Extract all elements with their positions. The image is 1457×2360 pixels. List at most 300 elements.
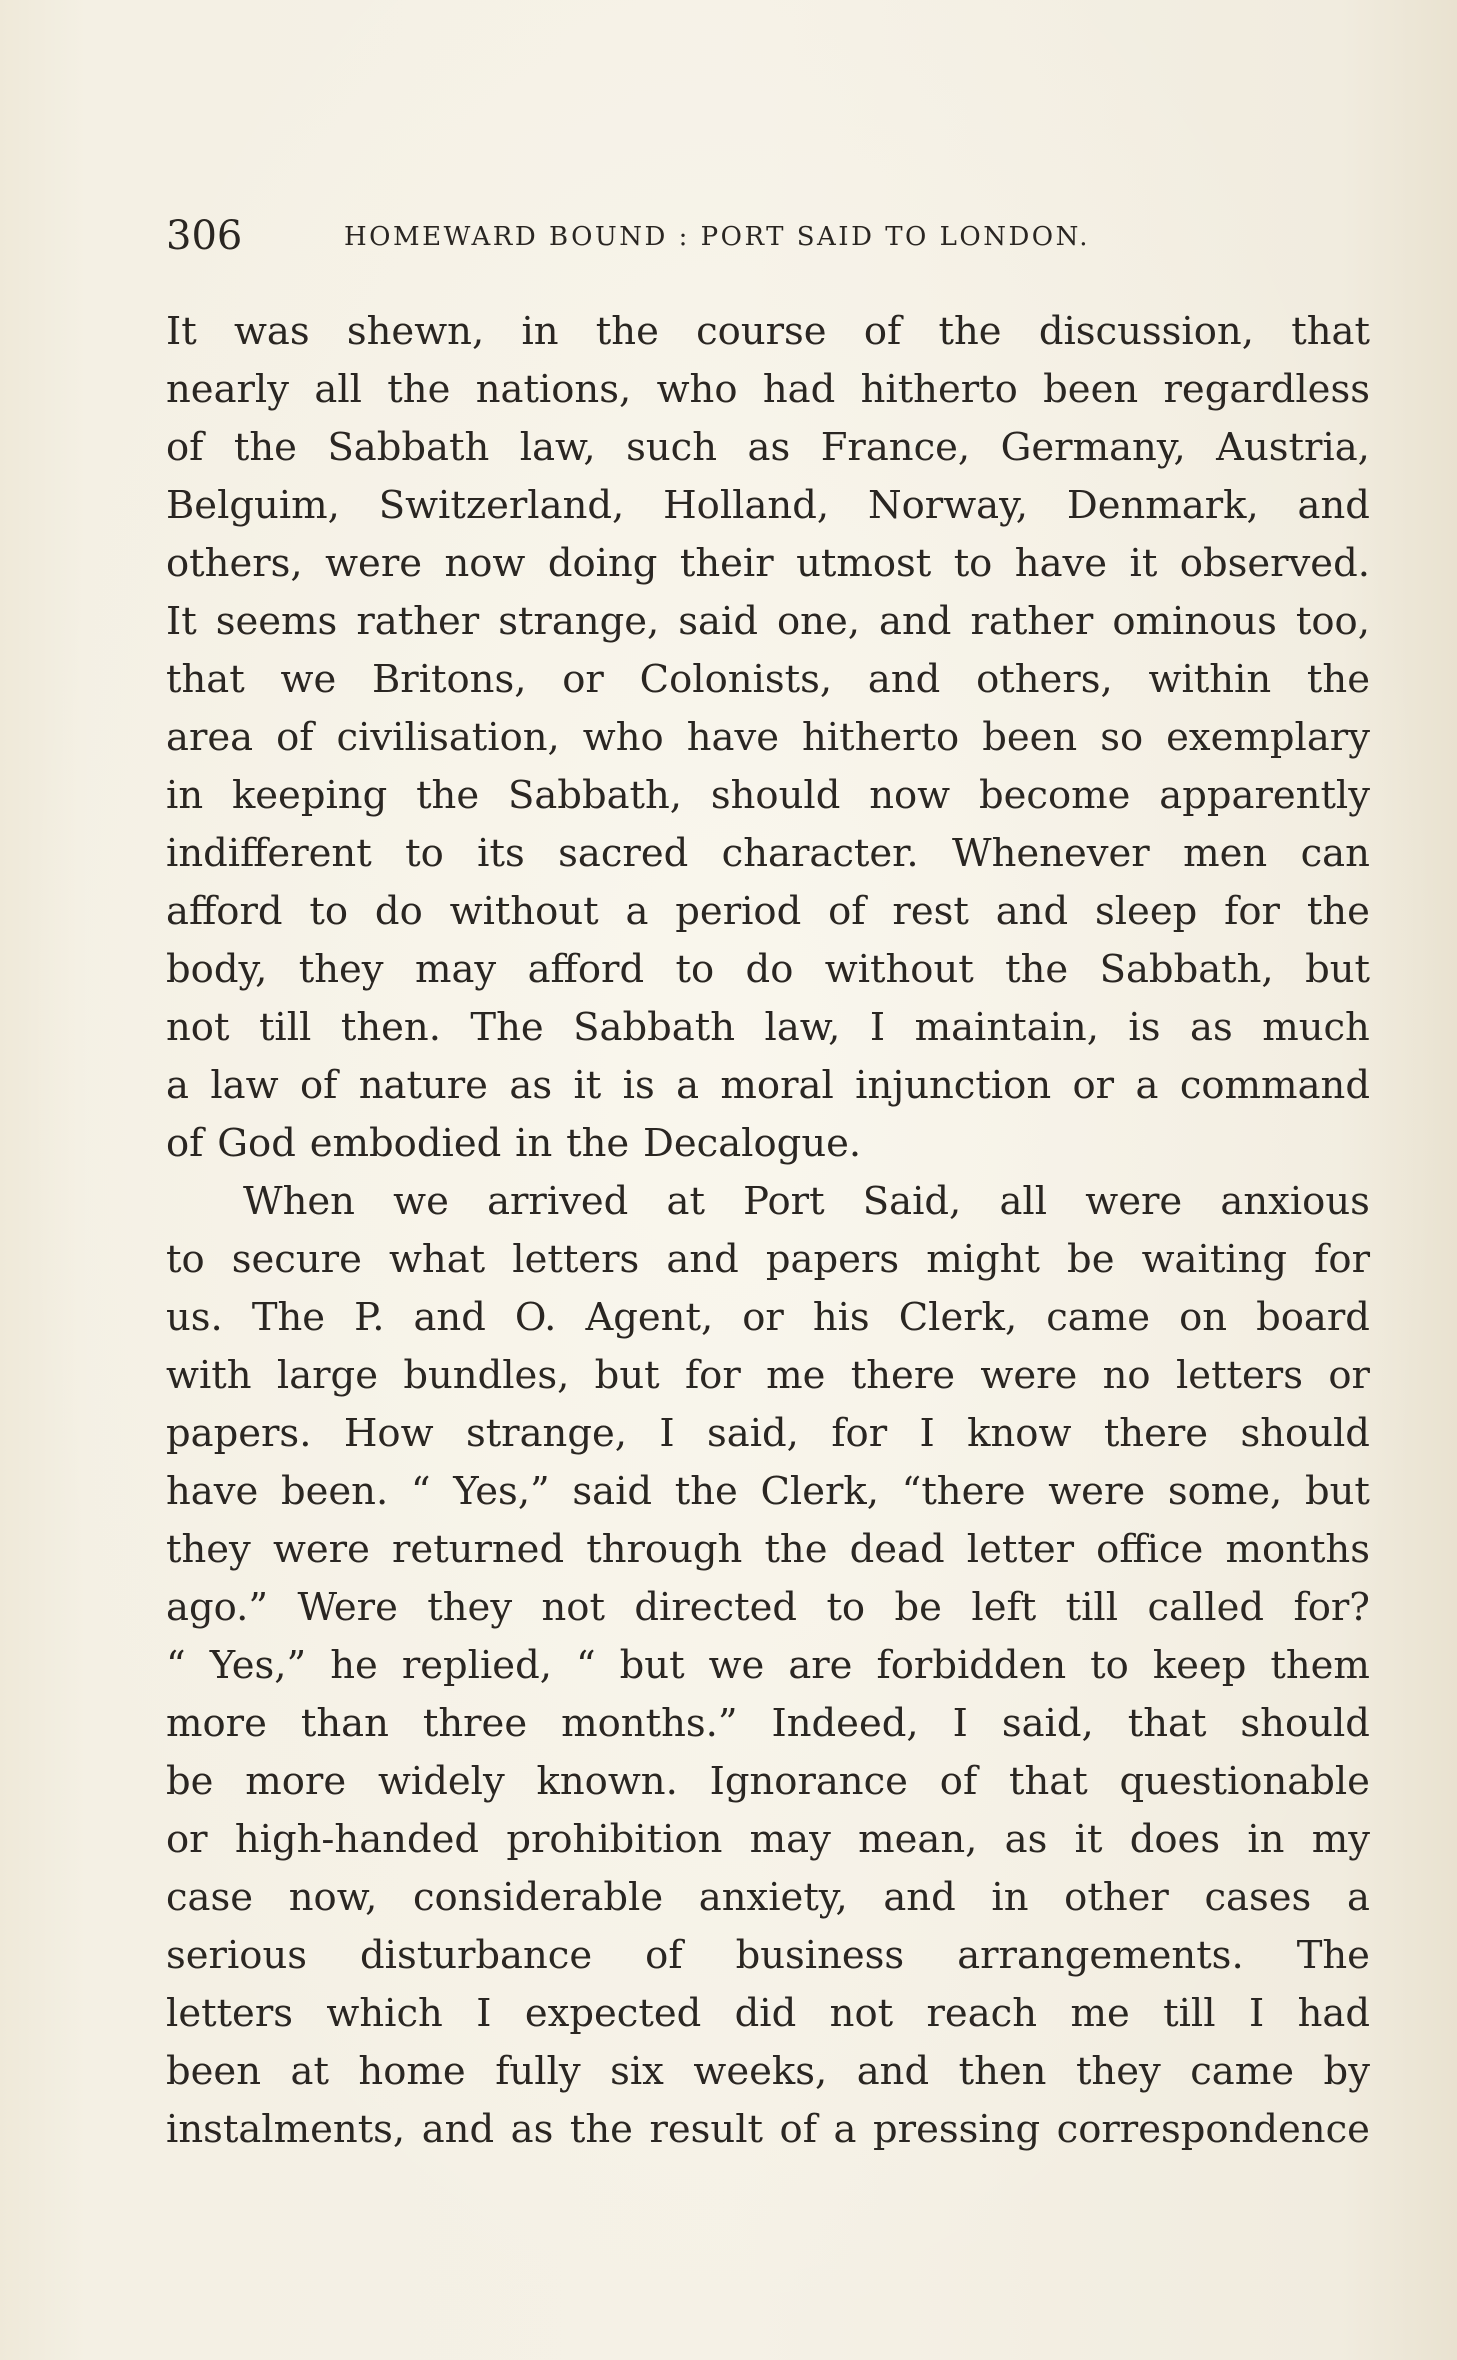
word: a bbox=[1135, 1063, 1159, 1108]
word: body, bbox=[166, 947, 268, 992]
text-line bbox=[166, 709, 1370, 767]
word: Austria, bbox=[1216, 425, 1370, 470]
word: home bbox=[358, 2049, 466, 2094]
word: the bbox=[569, 2107, 633, 2152]
word: their bbox=[679, 541, 774, 586]
word: Sabbath, bbox=[1099, 947, 1274, 992]
word: it bbox=[573, 1063, 602, 1108]
word: returned bbox=[392, 1527, 565, 1572]
word: nations, bbox=[475, 367, 632, 412]
word: Were bbox=[297, 1585, 398, 1630]
word: it bbox=[1074, 1817, 1103, 1862]
word: left bbox=[971, 1585, 1037, 1630]
word: called bbox=[1147, 1585, 1265, 1630]
word: the bbox=[233, 425, 297, 470]
word: character. bbox=[721, 831, 919, 876]
word: the bbox=[1005, 947, 1069, 992]
word: Yes,” bbox=[453, 1469, 550, 1514]
word: and bbox=[883, 1875, 956, 1920]
text-line bbox=[166, 1057, 1370, 1115]
word: for bbox=[1224, 889, 1280, 934]
word: keep bbox=[1152, 1643, 1247, 1688]
word: all bbox=[314, 367, 362, 412]
text-line bbox=[166, 883, 1370, 941]
word: Whenever bbox=[952, 831, 1150, 876]
word: have bbox=[166, 1469, 259, 1514]
word: and bbox=[413, 1295, 486, 1340]
word: and bbox=[666, 1237, 739, 1282]
word: such bbox=[626, 425, 718, 470]
word: expected bbox=[524, 1991, 702, 2036]
text-line bbox=[166, 303, 1370, 361]
word: as bbox=[1189, 1005, 1233, 1050]
word: of bbox=[939, 1759, 978, 1804]
word: I bbox=[1248, 1991, 1265, 2036]
word: apparently bbox=[1159, 773, 1370, 818]
word: said bbox=[678, 599, 758, 644]
word: in bbox=[166, 773, 204, 818]
word: may bbox=[414, 947, 497, 992]
word: afford bbox=[166, 889, 283, 934]
word: did bbox=[734, 1991, 797, 2036]
word: and bbox=[995, 889, 1069, 934]
word: become bbox=[978, 773, 1131, 818]
text-line bbox=[166, 825, 1370, 883]
word: Sabbath bbox=[327, 425, 490, 470]
word: at bbox=[290, 2049, 329, 2094]
word: as bbox=[1004, 1817, 1048, 1862]
word: Yes,” bbox=[209, 1643, 307, 1688]
word: the bbox=[938, 309, 1002, 354]
word: we bbox=[393, 1179, 449, 1224]
word: the bbox=[1306, 657, 1370, 702]
word: instalments, bbox=[166, 2107, 406, 2152]
word: that bbox=[1127, 1701, 1207, 1746]
text-line bbox=[166, 1521, 1370, 1579]
word: of bbox=[828, 889, 866, 934]
word: for? bbox=[1293, 1585, 1370, 1630]
word: in bbox=[521, 309, 559, 354]
word: keeping bbox=[231, 773, 388, 818]
text-line bbox=[166, 767, 1370, 825]
word: no bbox=[1102, 1353, 1151, 1398]
word: known. bbox=[536, 1759, 678, 1804]
word: who bbox=[582, 715, 664, 760]
word: area bbox=[166, 715, 254, 760]
word: does bbox=[1129, 1817, 1221, 1862]
text-line bbox=[166, 1347, 1370, 1405]
word: us. bbox=[166, 1295, 223, 1340]
word: result bbox=[649, 2107, 764, 2152]
word: injunction bbox=[855, 1063, 1052, 1108]
word: discussion, bbox=[1038, 309, 1254, 354]
text-line bbox=[166, 477, 1370, 535]
word: now bbox=[444, 541, 526, 586]
word: afford bbox=[527, 947, 645, 992]
word: have bbox=[686, 715, 779, 760]
word: much bbox=[1262, 1005, 1370, 1050]
word: of bbox=[779, 2107, 817, 2152]
word: of bbox=[299, 1063, 338, 1108]
text-line bbox=[166, 1927, 1370, 1985]
word: shewn, bbox=[346, 309, 485, 354]
text-line bbox=[166, 1115, 1370, 1173]
word: we bbox=[280, 657, 337, 702]
word: regardless bbox=[1163, 367, 1370, 412]
word: to bbox=[675, 947, 715, 992]
word: be bbox=[1067, 1237, 1115, 1282]
word: that bbox=[166, 657, 245, 702]
word: for bbox=[684, 1353, 741, 1398]
word: hitherto bbox=[801, 715, 960, 760]
word: Decalogue. bbox=[643, 1121, 862, 1166]
word: by bbox=[1323, 2049, 1370, 2094]
word: and bbox=[867, 657, 941, 702]
word: been bbox=[982, 715, 1078, 760]
word: they bbox=[166, 1527, 251, 1572]
word: said, bbox=[707, 1411, 799, 1456]
word: do bbox=[745, 947, 794, 992]
word: Holland, bbox=[663, 483, 830, 528]
word: law, bbox=[764, 1005, 841, 1050]
text-line bbox=[166, 2101, 1370, 2159]
word: months.” bbox=[561, 1701, 738, 1746]
word: letters bbox=[1175, 1353, 1303, 1398]
word: not bbox=[829, 1991, 894, 2036]
word: exemplary bbox=[1166, 715, 1370, 760]
word: seems bbox=[215, 599, 338, 644]
word: were bbox=[272, 1527, 370, 1572]
word: the bbox=[595, 309, 659, 354]
word: for bbox=[831, 1411, 888, 1456]
word: papers. bbox=[166, 1411, 312, 1456]
word: said bbox=[572, 1469, 653, 1514]
word: disturbance bbox=[360, 1933, 593, 1978]
word: in bbox=[991, 1875, 1029, 1920]
word: can bbox=[1300, 831, 1370, 876]
word: with bbox=[166, 1353, 252, 1398]
text-line bbox=[166, 419, 1370, 477]
word: Britons, bbox=[372, 657, 527, 702]
word: office bbox=[1096, 1527, 1204, 1572]
word: which bbox=[326, 1991, 443, 2036]
word: letters bbox=[512, 1237, 640, 1282]
word: or bbox=[562, 657, 604, 702]
word: others, bbox=[976, 657, 1113, 702]
word: arrangements. bbox=[957, 1933, 1244, 1978]
running-head bbox=[166, 208, 1370, 264]
word: the bbox=[387, 367, 451, 412]
word: of bbox=[863, 309, 902, 354]
word: “ bbox=[410, 1469, 431, 1514]
word: others, bbox=[166, 541, 303, 586]
word: anxious bbox=[1220, 1179, 1370, 1224]
word: its bbox=[477, 831, 525, 876]
word: men bbox=[1183, 831, 1268, 876]
word: a bbox=[1346, 1875, 1370, 1920]
word: large bbox=[276, 1353, 378, 1398]
word: a bbox=[833, 2107, 857, 2152]
word: Ignorance bbox=[709, 1759, 908, 1804]
word: and bbox=[856, 2049, 930, 2094]
word: as bbox=[510, 2107, 554, 2152]
word: rather bbox=[356, 599, 480, 644]
page-number: 306 bbox=[166, 213, 243, 259]
word: ominous bbox=[1112, 599, 1277, 644]
word: of bbox=[276, 715, 314, 760]
word: but bbox=[1305, 947, 1370, 992]
word: were bbox=[1048, 1469, 1146, 1514]
word: sacred bbox=[558, 831, 689, 876]
word: Clerk, bbox=[898, 1295, 1018, 1340]
word: came bbox=[1046, 1295, 1151, 1340]
word: law bbox=[210, 1063, 279, 1108]
word: Port bbox=[743, 1179, 825, 1224]
word: It bbox=[166, 309, 197, 354]
word: to bbox=[826, 1585, 866, 1630]
word: reach bbox=[926, 1991, 1038, 2036]
word: been bbox=[166, 2049, 262, 2094]
word: not bbox=[541, 1585, 605, 1630]
word: letter bbox=[966, 1527, 1075, 1572]
text-line bbox=[166, 593, 1370, 651]
word: weeks, bbox=[693, 2049, 828, 2094]
word: sleep bbox=[1094, 889, 1198, 934]
text-line bbox=[166, 1753, 1370, 1811]
word: rest bbox=[892, 889, 969, 934]
word: we bbox=[708, 1643, 765, 1688]
text-line bbox=[166, 1695, 1370, 1753]
word: were bbox=[1085, 1179, 1183, 1224]
word: mean, bbox=[858, 1817, 978, 1862]
word: a bbox=[166, 1063, 189, 1108]
word: the bbox=[1306, 889, 1370, 934]
word: bundles, bbox=[403, 1353, 570, 1398]
word: It bbox=[166, 599, 197, 644]
word: is bbox=[1128, 1005, 1161, 1050]
text-line bbox=[166, 1811, 1370, 1869]
word: or bbox=[166, 1817, 208, 1862]
text-line bbox=[166, 1173, 1370, 1231]
word: maintain, bbox=[914, 1005, 1099, 1050]
word: in bbox=[1247, 1817, 1285, 1862]
word: considerable bbox=[412, 1875, 664, 1920]
word: civilisation, bbox=[336, 715, 560, 760]
word: business bbox=[735, 1933, 905, 1978]
word: till bbox=[258, 1005, 312, 1050]
text-line bbox=[166, 361, 1370, 419]
word: of bbox=[645, 1933, 683, 1978]
word: rather bbox=[970, 599, 1094, 644]
word: When bbox=[243, 1179, 355, 1224]
word: Sabbath bbox=[573, 1005, 736, 1050]
word: them bbox=[1270, 1643, 1370, 1688]
text-line bbox=[166, 2043, 1370, 2101]
word: should bbox=[1240, 1411, 1370, 1456]
word: to bbox=[166, 1237, 205, 1282]
word: are bbox=[788, 1643, 853, 1688]
word: a bbox=[625, 889, 649, 934]
word: Said, bbox=[862, 1179, 962, 1224]
word: there bbox=[1103, 1411, 1209, 1456]
word: till bbox=[1065, 1585, 1119, 1630]
word: six bbox=[610, 2049, 664, 2094]
word: indifferent bbox=[166, 831, 372, 876]
text-line bbox=[166, 1985, 1370, 2043]
word: The bbox=[1296, 1933, 1370, 1978]
word: his bbox=[812, 1295, 870, 1340]
word: correspondence bbox=[1056, 2107, 1370, 2152]
word: law, bbox=[519, 425, 596, 470]
word: strange, bbox=[498, 599, 660, 644]
word: widely bbox=[377, 1759, 505, 1804]
word: be bbox=[166, 1759, 214, 1804]
word: Indeed, bbox=[771, 1701, 919, 1746]
word: that bbox=[1291, 309, 1370, 354]
word: papers bbox=[765, 1237, 900, 1282]
word: Belguim, bbox=[166, 483, 340, 528]
word: arrived bbox=[487, 1179, 629, 1224]
text-line bbox=[166, 999, 1370, 1057]
word: high-handed bbox=[234, 1817, 480, 1862]
text-line bbox=[166, 535, 1370, 593]
text-line bbox=[166, 1405, 1370, 1463]
word: hitherto bbox=[860, 367, 1018, 412]
word: they bbox=[1075, 2049, 1161, 2094]
word: as bbox=[509, 1063, 553, 1108]
word: might bbox=[926, 1237, 1040, 1282]
word: too, bbox=[1295, 599, 1370, 644]
text-line bbox=[166, 1463, 1370, 1521]
running-title: HOMEWARD BOUND : PORT SAID TO LONDON. bbox=[344, 222, 1090, 252]
word: command bbox=[1179, 1063, 1370, 1108]
word: moral bbox=[720, 1063, 834, 1108]
word: within bbox=[1148, 657, 1272, 702]
word: but bbox=[1304, 1469, 1370, 1514]
word: case bbox=[166, 1875, 254, 1920]
word: or bbox=[1328, 1353, 1370, 1398]
word: may bbox=[749, 1817, 831, 1862]
word: God bbox=[217, 1121, 296, 1166]
word: came bbox=[1190, 2049, 1295, 2094]
word: have bbox=[1014, 541, 1108, 586]
word: as bbox=[747, 425, 791, 470]
word: anxiety, bbox=[698, 1875, 848, 1920]
word: my bbox=[1311, 1817, 1370, 1862]
word: in bbox=[515, 1121, 553, 1166]
word: the bbox=[416, 773, 480, 818]
word: at bbox=[666, 1179, 705, 1224]
word: not bbox=[166, 1005, 230, 1050]
word: “ bbox=[575, 1643, 596, 1688]
word: but bbox=[594, 1353, 660, 1398]
word: forbidden bbox=[876, 1643, 1067, 1688]
word: I bbox=[476, 1991, 492, 2036]
word: France, bbox=[820, 425, 971, 470]
word: I bbox=[919, 1411, 935, 1456]
word: been. bbox=[280, 1469, 389, 1514]
word: on bbox=[1179, 1295, 1228, 1340]
word: were bbox=[980, 1353, 1078, 1398]
word: other bbox=[1064, 1875, 1169, 1920]
text-line bbox=[166, 1637, 1370, 1695]
word: directed bbox=[634, 1585, 798, 1630]
word: a bbox=[676, 1063, 700, 1108]
word: for bbox=[1314, 1237, 1370, 1282]
word: serious bbox=[166, 1933, 307, 1978]
word: he bbox=[330, 1643, 378, 1688]
word: Norway, bbox=[867, 483, 1028, 528]
word: to bbox=[309, 889, 349, 934]
word: Agent, bbox=[585, 1295, 714, 1340]
word: ago.” bbox=[166, 1585, 269, 1630]
word: without bbox=[449, 889, 599, 934]
word: one, bbox=[777, 599, 860, 644]
word: more bbox=[245, 1759, 347, 1804]
word: all bbox=[999, 1179, 1048, 1224]
word: there bbox=[850, 1353, 956, 1398]
text-line bbox=[166, 1579, 1370, 1637]
text-line bbox=[166, 1869, 1370, 1927]
word: Colonists, bbox=[639, 657, 833, 702]
word: The bbox=[251, 1295, 326, 1340]
word: they bbox=[298, 947, 384, 992]
word: than bbox=[300, 1701, 389, 1746]
word: replied, bbox=[401, 1643, 552, 1688]
word: cases bbox=[1204, 1875, 1312, 1920]
word: Switzerland, bbox=[378, 483, 625, 528]
word: had bbox=[1297, 1991, 1370, 2036]
word: secure bbox=[231, 1237, 362, 1282]
word: but bbox=[619, 1643, 685, 1688]
word: waiting bbox=[1141, 1237, 1288, 1282]
word: I bbox=[869, 1005, 886, 1050]
word: or bbox=[1072, 1063, 1115, 1108]
word: nature bbox=[358, 1063, 488, 1108]
word: know bbox=[967, 1411, 1072, 1456]
word: were bbox=[325, 541, 423, 586]
word: who bbox=[656, 367, 738, 412]
word: said, bbox=[1001, 1701, 1094, 1746]
word: utmost bbox=[796, 541, 932, 586]
word: it bbox=[1129, 541, 1158, 586]
word: what bbox=[388, 1237, 486, 1282]
word: be bbox=[894, 1585, 942, 1630]
word: been bbox=[1043, 367, 1139, 412]
word: The bbox=[470, 1005, 544, 1050]
word: should bbox=[710, 773, 841, 818]
word: to bbox=[953, 541, 993, 586]
word: do bbox=[374, 889, 423, 934]
word: that bbox=[1009, 1759, 1088, 1804]
word: to bbox=[405, 831, 444, 876]
word: I bbox=[659, 1411, 675, 1456]
word: was bbox=[233, 309, 310, 354]
word: three bbox=[422, 1701, 528, 1746]
word: Denmark, bbox=[1066, 483, 1259, 528]
word: to bbox=[1090, 1643, 1129, 1688]
word: strange, bbox=[465, 1411, 627, 1456]
word: observed. bbox=[1179, 541, 1370, 586]
word: months bbox=[1225, 1527, 1370, 1572]
word: should bbox=[1240, 1701, 1370, 1746]
word: they bbox=[427, 1585, 513, 1630]
word: so bbox=[1100, 715, 1144, 760]
text-line bbox=[166, 1289, 1370, 1347]
word: had bbox=[762, 367, 836, 412]
word: me bbox=[1070, 1991, 1130, 2036]
text-line bbox=[166, 941, 1370, 999]
